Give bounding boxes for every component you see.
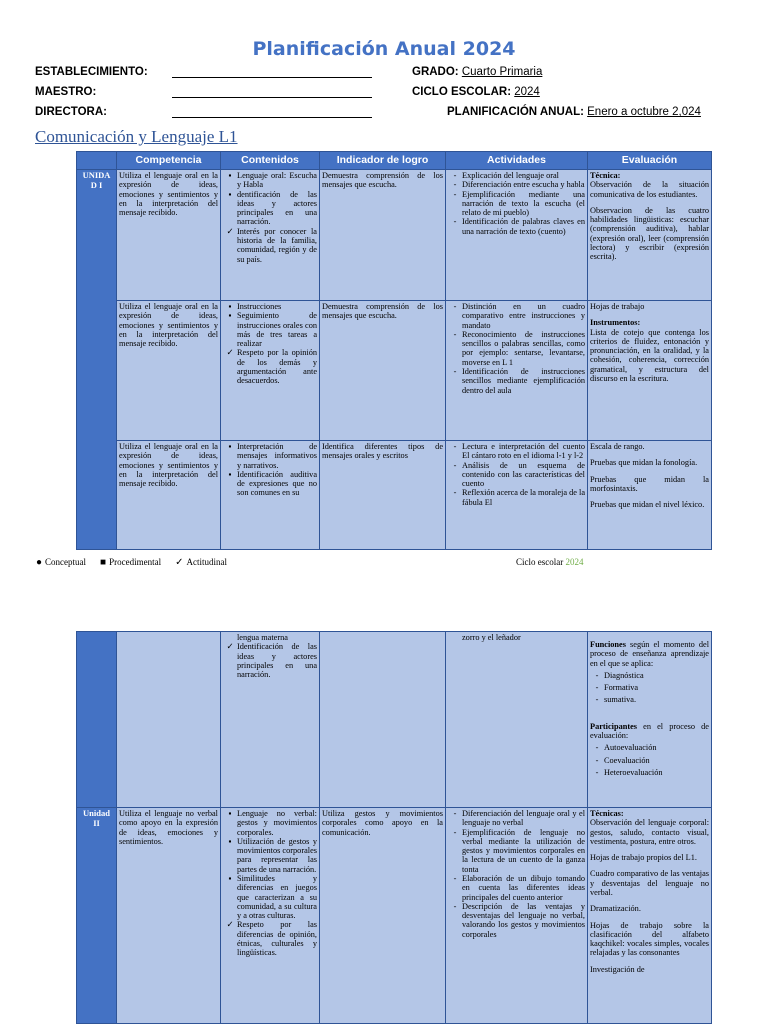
legend-conceptual: ● Conceptual — [36, 557, 87, 568]
activity-item: - Reflexión acerca de la moraleja de la fábula El — [453, 488, 585, 507]
activity-item: - Identificación de palabras claves en una narración de texto (cuento) — [453, 217, 585, 236]
ciclo-field: CICLO ESCOLAR: 2024 — [412, 86, 540, 98]
square-bullet-icon: ▪ — [228, 809, 232, 818]
content-list — [223, 171, 317, 264]
grado-field: GRADO: Cuarto Primaria — [412, 66, 543, 78]
actividades-cell — [446, 808, 588, 1024]
content-item: ✓ Interés por conocer la historia de la familia, comunidad, región y de su país. — [226, 226, 317, 264]
evaluation-item: Cuadro comparativo de las ventajas y desventajas del lenguaje no verbal. — [590, 869, 709, 897]
evaluation-item: Investigación de — [590, 964, 645, 974]
planning-table-page1 — [76, 151, 712, 550]
table-header-row — [77, 152, 712, 170]
activity-item: - Elaboración de un dibujo tomando en cuenta las diferentes ideas principales del cuento anterior — [453, 873, 585, 902]
activity-item: - Diferenciación entre escucha y habla — [453, 180, 585, 190]
content-item: ▪ Lenguaje oral: Escucha y Habla — [237, 171, 317, 190]
evaluation-item: Hojas de trabajo propios del L1. — [590, 853, 697, 863]
indicador-cell: Utiliza gestos y movimientos corporales como apoyo en la comunicación. — [320, 808, 446, 1024]
table-row — [77, 170, 712, 301]
unit-label: Unidad II — [77, 808, 117, 1024]
planning-table-page2 — [76, 631, 712, 1024]
content-item: ✓ Respeto por las diferencias de opinión, étnicas, culturales y lingüísticas. — [226, 920, 317, 958]
evaluacion-cell — [588, 301, 712, 441]
content-list — [223, 302, 317, 386]
indicador-cell — [320, 632, 446, 808]
content-item: lengua materna — [237, 633, 288, 642]
content-item: ▪ Instrucciones — [237, 302, 317, 311]
content-list — [223, 809, 317, 958]
establecimiento-label: ESTABLECIMIENTO: — [35, 66, 148, 78]
content-item: ▪ Utilización de gestos y movimientos corporales para representar las partes de una narración. — [237, 837, 317, 874]
activity-item: - Ejemplificación de lenguaje no verbal mediante la utilización de gestos y movimientos corporales en la lectura de un cuento de la ganza tonta — [453, 827, 585, 874]
header-blank — [77, 152, 117, 170]
evaluation-item: Pruebas que midan la morfosintaxis. — [590, 474, 709, 493]
funcion-item: - Formativa — [595, 683, 639, 693]
indicador-cell: Identifica diferentes tipos de mensajes orales y escritos — [320, 441, 446, 550]
maestro-label: MAESTRO: — [35, 86, 97, 98]
unit-label-continued — [77, 632, 117, 808]
activity-item: - Identificación de instrucciones sencillos mediante ejemplificación dentro del aula — [453, 366, 585, 395]
maestro-line — [172, 97, 372, 98]
check-icon: ✓ — [226, 226, 234, 236]
competencia-cell: Utiliza el lenguaje oral en la expresión de ideas, emociones y sentimientos y en la interpretación del mensaje recibido. — [117, 170, 221, 301]
header-indicador: Indicador de logro — [320, 152, 446, 170]
square-bullet-icon: ▪ — [228, 311, 232, 321]
competencia-cell: Utiliza el lenguaje oral en la expresión de ideas, emociones y sentimientos y en la interpretación del mensaje recibido. — [117, 301, 221, 441]
check-icon: ✓ — [226, 642, 234, 652]
participante-item: - Heteroevaluación — [595, 767, 663, 777]
check-icon: ✓ — [175, 557, 184, 568]
evaluation-item: Hojas de trabajo — [590, 302, 645, 311]
funciones-text: Funciones según el momento del proceso de enseñanza aprendizaje en el que se aplica: — [590, 640, 710, 668]
content-item: ▪ dentificación de las ideas y actores principales en una narración. — [237, 190, 317, 227]
content-item: ✓ Respeto por la opinión de los demás y argumentación ante desacuerdos. — [226, 348, 317, 386]
evaluacion-cell — [588, 170, 712, 301]
evaluation-item: Hojas de trabajo sobre la clasificación del alfabeto kaqchikel: vocales simples, vocales relajadas y las consonantes — [590, 920, 709, 958]
evaluation-item: Pruebas que midan el nivel léxico. — [590, 500, 705, 510]
page-title: Planificación Anual 2024 — [252, 38, 516, 60]
participante-item: - Autoevaluación — [595, 743, 657, 753]
square-bullet-icon: ▪ — [228, 836, 232, 846]
indicador-cell: Demuestra comprensión de los mensajes que escucha. — [320, 170, 446, 301]
activity-list — [448, 809, 585, 939]
activity-list — [448, 442, 585, 507]
legend-actitudinal: ✓ Actitudinal — [175, 557, 227, 568]
evaluacion-cell — [588, 441, 712, 550]
activity-item: - Diferenciación del lenguaje oral y el lenguaje no verbal — [453, 809, 585, 828]
square-bullet-icon: ▪ — [228, 442, 232, 451]
evaluation-item: Pruebas que midan la fonología. — [590, 458, 698, 468]
evaluation-item: Dramatización. — [590, 904, 641, 914]
unit-label: UNIDA D I — [77, 170, 117, 550]
header-contenidos: Contenidos — [221, 152, 320, 170]
header-competencia: Competencia — [117, 152, 221, 170]
activity-item: - Explicación del lenguaje oral — [453, 171, 559, 180]
directora-label: DIRECTORA: — [35, 106, 107, 118]
table-row-continued — [77, 632, 712, 808]
square-bullet-icon: ▪ — [228, 469, 232, 479]
establecimiento-line — [172, 77, 372, 78]
activity-item: - Descripción de las ventajas y desventajas del lenguaje no verbal, valorando los gestos y movimientos corporales — [453, 901, 585, 939]
check-icon: ✓ — [226, 920, 234, 930]
competencia-cell: Utiliza el lenguaje oral en la expresión de ideas, emociones y sentimientos y en la interpretación del mensaje recibido. — [117, 441, 221, 550]
evaluacion-cell — [588, 808, 712, 1024]
content-item: ✓ Identificación de las ideas y actores principales en una narración. — [226, 642, 317, 680]
participante-item: - Coevaluación — [595, 755, 650, 765]
content-item: ▪ Interpretación de mensajes informativos y narrativos. — [237, 442, 317, 470]
table-row — [77, 301, 712, 441]
actividades-cell: zorro y el leñador — [446, 632, 588, 808]
evaluation-item: Observación del lenguaje corporal: gestos, saludo, contacto visual, vestimenta, postura, entre otros. — [590, 818, 709, 846]
evaluation-item: Observación de la situación comunicativa de los estudiantes. — [590, 180, 709, 199]
evaluation-item: Instrumentos: — [590, 318, 641, 328]
funcion-item: - sumativa. — [595, 695, 637, 705]
table-row-unit2 — [77, 808, 712, 1024]
content-list — [223, 633, 317, 679]
participantes-list — [590, 743, 709, 777]
funciones-list — [590, 671, 709, 705]
table-row — [77, 441, 712, 550]
activity-item: - Lectura e interpretación del cuento El cántaro roto en el idioma l-1 y l-2 — [453, 442, 585, 461]
circle-icon: ● — [36, 557, 43, 568]
evaluation-item: Lista de cotejo que contenga los criterios de fluidez, entonación y pronunciación, en la oralidad, y la cohesión, coherencia, corrección gramatical, y estructura del discurso en la escritura. — [590, 327, 709, 383]
header-actividades: Actividades — [446, 152, 588, 170]
legend — [36, 557, 227, 568]
square-bullet-icon: ▪ — [228, 189, 232, 199]
funcion-item: - Diagnóstica — [595, 670, 644, 680]
square-bullet-icon: ▪ — [228, 873, 232, 883]
evaluation-item: Técnicas: — [590, 809, 624, 818]
contenidos-cell — [221, 301, 320, 441]
content-item: ▪ Seguimiento de instrucciones orales con más de tres tareas a realizar — [237, 311, 317, 348]
activity-list — [448, 171, 585, 236]
activity-item: - Ejemplificación mediante una narración de texto la escucha (el relato de mi pueblo) — [453, 189, 585, 218]
contenidos-cell — [221, 441, 320, 550]
contenidos-cell — [221, 170, 320, 301]
square-bullet-icon: ▪ — [228, 302, 232, 311]
evaluation-item: Observacion de las cuatro habilidades lingüisticas: escuchar (comprensión auditiva), hablar (expresión oral), leer (comprensión lectora) y escribir (expresión escrita). — [590, 205, 709, 262]
evaluation-item: Escala de rango. — [590, 442, 645, 451]
square-icon: ■ — [100, 557, 107, 568]
evaluation-item: Técnica: — [590, 171, 621, 180]
actividades-cell — [446, 170, 588, 301]
competencia-cell — [117, 632, 221, 808]
content-list — [223, 442, 317, 498]
activity-item: - Distinción en un cuadro comparativo entre instrucciones y mandato — [453, 302, 585, 330]
contenidos-cell — [221, 808, 320, 1024]
square-bullet-icon: ▪ — [228, 171, 232, 180]
contenidos-cell — [221, 632, 320, 808]
footer-ciclo: Ciclo escolar 2024 — [516, 557, 584, 567]
competencia-cell: Utiliza el lenguaje no verbal como apoyo en la expresión de ideas, emociones y sentimientos. — [117, 808, 221, 1024]
check-icon: ✓ — [226, 348, 234, 358]
subject-title: Comunicación y Lenguaje L1 — [35, 127, 238, 146]
directora-line — [172, 117, 372, 118]
content-item: ▪ Identificación auditiva de expresiones que no son comunes en su — [237, 470, 317, 498]
activity-list — [448, 302, 585, 395]
content-item: ▪ Similitudes y diferencias en juegos que caracterizan a su comunidad, a su cultura y a otras culturas. — [237, 874, 317, 920]
header-evaluacion: Evaluación — [588, 152, 712, 170]
activity-item: - Análisis de un esquema de contenido con las características del cuento — [453, 460, 585, 489]
participantes-text: Participantes en el proceso de evaluación: — [590, 721, 709, 740]
legend-procedimental: ■ Procedimental — [100, 557, 162, 568]
evaluacion-cell — [588, 632, 712, 808]
actividades-cell — [446, 301, 588, 441]
activity-item: - Reconocimiento de instrucciones sencillos o palabras sencillas, como por ejemplo: sentarse, levantarse, moverse en L 1 — [453, 329, 585, 367]
planificacion-field: PLANIFICACIÓN ANUAL: Enero a octubre 2,024 — [447, 106, 701, 118]
content-item: ▪ Lenguaje no verbal: gestos y movimientos corporales. — [237, 809, 317, 837]
actividades-cell — [446, 441, 588, 550]
indicador-cell: Demuestra comprensión de los mensajes que escucha. — [320, 301, 446, 441]
